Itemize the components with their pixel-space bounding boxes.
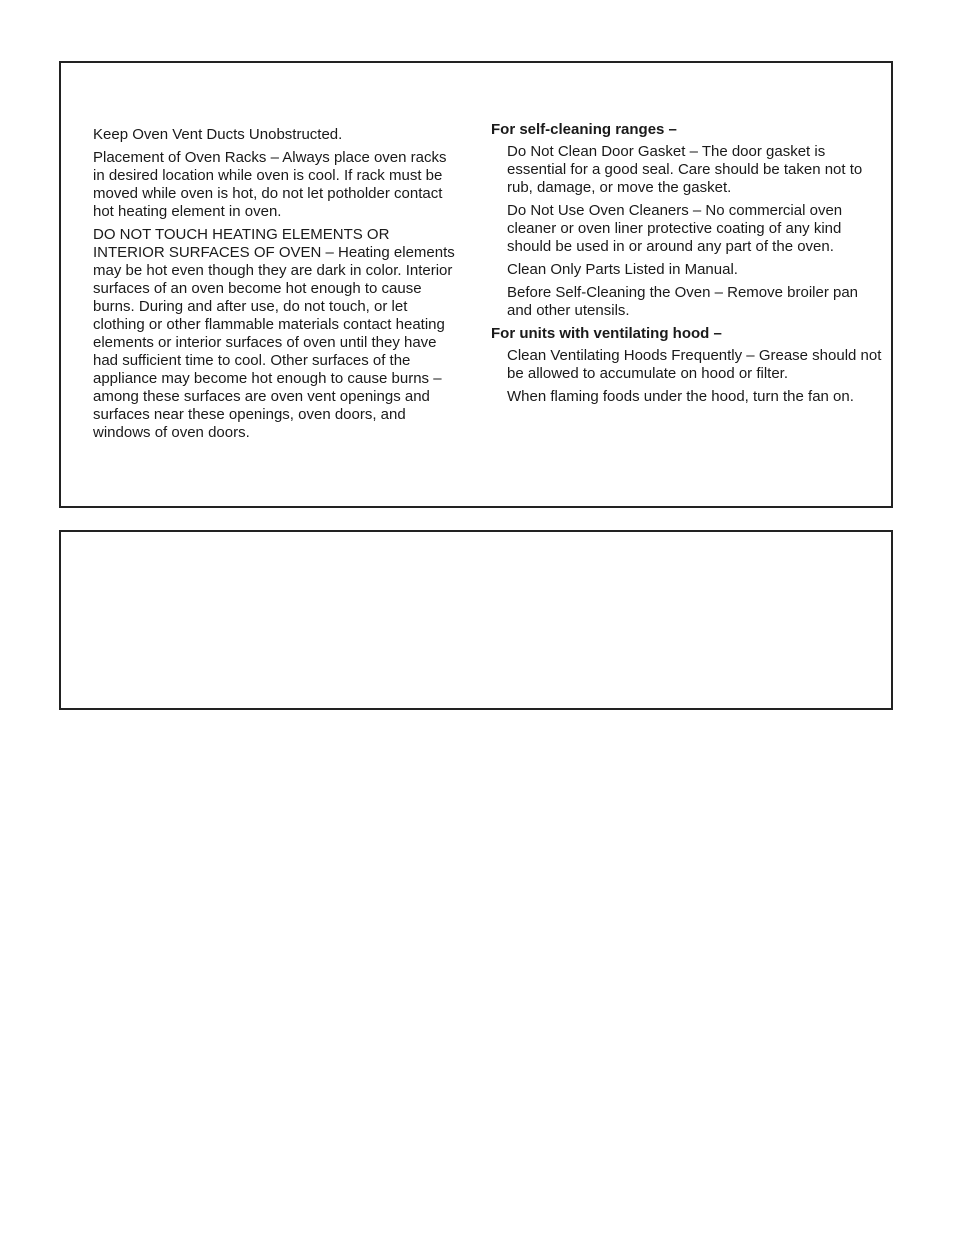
safety-instructions-box — [59, 61, 893, 508]
oven-racks-text: Placement of Oven Racks – Always place oven racks in desired location while oven is cool. If rack must be moved while oven is hot, do not let potholder contact hot heating element in oven. — [93, 149, 447, 220]
clean-hoods-text: Clean Ventilating Hoods Frequently – Grease should not be allowed to accumulate on hood or filter. — [507, 347, 882, 382]
left-column — [93, 126, 459, 447]
self-cleaning-heading: For self-cleaning ranges – — [491, 121, 677, 138]
empty-notice-box — [59, 530, 893, 710]
oven-cleaners-text: Do Not Use Oven Cleaners – No commercial oven cleaner or oven liner protective coating of any kind should be used in or around any part of the oven. — [507, 202, 843, 255]
right-column — [491, 121, 883, 411]
flaming-foods-text: When flaming foods under the hood, turn the fan on. — [507, 388, 854, 405]
door-gasket-text: Do Not Clean Door Gasket – The door gasket is essential for a good seal. Care should be taken not to rub, damage, or move the gasket. — [507, 143, 863, 196]
broiler-pan-text: Before Self-Cleaning the Oven – Remove broiler pan and other utensils. — [507, 284, 859, 319]
clean-parts-text: Clean Only Parts Listed in Manual. — [507, 261, 738, 278]
ventilating-hood-heading: For units with ventilating hood – — [491, 325, 722, 342]
vent-ducts-text: Keep Oven Vent Ducts Unobstructed. — [93, 126, 343, 143]
heating-elements-warning-text: DO NOT TOUCH HEATING ELEMENTS OR INTERIOR SURFACES OF OVEN – Heating elements may be hot even though they are dark in color. Interior surfaces of an oven become hot enough to cause burns. During and after use, do not touch, or let clothing or other flammable materials contact heating elements or interior surfaces of oven until they have had sufficient time to cool. Other surfaces of the appliance may become hot enough to cause burns – among these surfaces are oven vent openings and surfaces near these openings, oven doors, and windows of oven doors. — [93, 226, 455, 441]
